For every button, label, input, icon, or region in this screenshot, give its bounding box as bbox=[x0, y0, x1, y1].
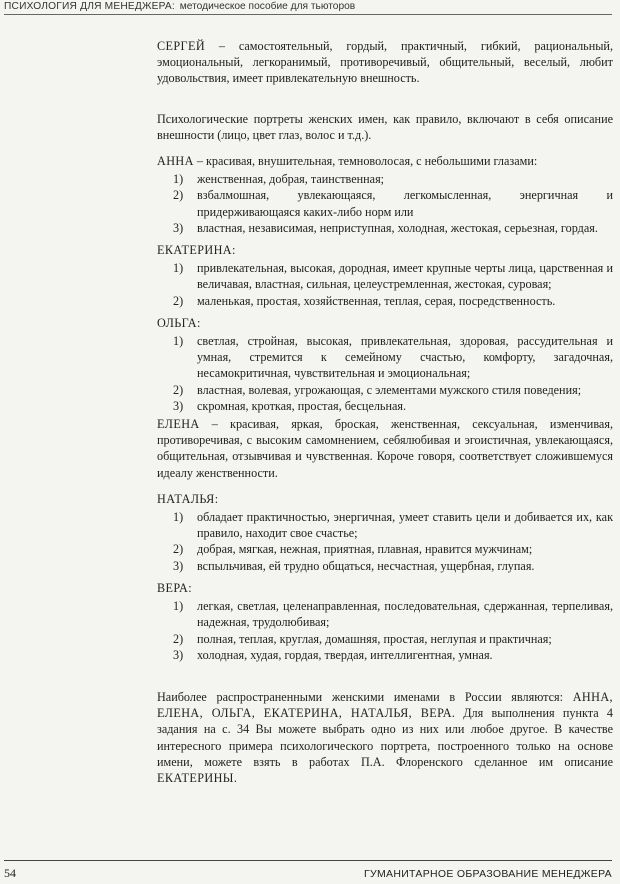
sergei-text: – самостоятельный, гордый, практичный, гибкий, рациональный, эмоциональный, легкоранимый, противоречивый, общительный, веселый, любит удовольствия, имеет привлекательную внешность. bbox=[157, 39, 613, 86]
item-number: 3) bbox=[173, 558, 184, 573]
item-text: привлекательная, высокая, дородная, имеет крупные черты лица, царственная и величавая, властная, сильная, целеустремленная, жестокая, суровая; bbox=[197, 261, 613, 292]
item-text: легкая, светлая, целенаправленная, последовательная, сдержанная, терпеливая, надежная, трудолюбивая; bbox=[197, 599, 613, 630]
conclusion-text-3: . bbox=[233, 770, 237, 785]
item-number: 1) bbox=[173, 261, 184, 276]
list-item bbox=[157, 509, 613, 541]
item-number: 1) bbox=[173, 172, 184, 187]
item-text: обладает практичностью, энергичная, умеет ставить цели и добивается их, как правило, находит свое счастье; bbox=[197, 510, 613, 541]
item-text: властная, независимая, неприступная, холодная, жестокая, серьезная, гордая. bbox=[197, 220, 598, 235]
item-text: властная, волевая, угрожающая, с элементами мужского стиля поведения; bbox=[197, 382, 582, 397]
item-number: 3) bbox=[173, 398, 184, 413]
heading-olga: ОЛЬГА: bbox=[157, 315, 201, 330]
heading-vera: ВЕРА: bbox=[157, 580, 192, 595]
item-text: полная, теплая, круглая, домашняя, простая, неглупая и практичная; bbox=[197, 631, 552, 646]
book-subtitle: методическое пособие для тьюторов bbox=[179, 1, 356, 12]
item-text: скромная, кроткая, простая, бесцельная. bbox=[197, 398, 407, 413]
list-item bbox=[157, 631, 613, 647]
list-item bbox=[157, 558, 613, 574]
item-number: 2) bbox=[173, 631, 184, 646]
list-item bbox=[157, 598, 613, 630]
heading-ekaterina: ЕКАТЕРИНА: bbox=[157, 243, 236, 258]
item-text: женственная, добрая, таинственная; bbox=[197, 172, 385, 187]
paragraph-elena bbox=[157, 416, 613, 481]
conclusion-text-1: Наиболее распространенными женскими именами в России являются: bbox=[157, 689, 573, 704]
paragraph-conclusion bbox=[157, 689, 613, 786]
list-item bbox=[157, 260, 613, 292]
page-body bbox=[157, 38, 613, 786]
item-text: маленькая, простая, хозяйственная, теплая, серая, посредственность. bbox=[197, 293, 556, 308]
item-text: добрая, мягкая, нежная, приятная, плавная, нравится мужчинам; bbox=[197, 542, 533, 557]
item-number: 3) bbox=[173, 220, 184, 235]
item-number: 2) bbox=[173, 293, 184, 308]
item-text: светлая, стройная, высокая, привлекательная, здоровая, рассудительная и умная, стремится к семейному счастью, комфорту, загадочная, несамокритичная, чувствительная и эмоциональная; bbox=[197, 334, 613, 381]
name-anna: АННА bbox=[157, 154, 194, 169]
elena-text: – красивая, яркая, броская, женственная, сексуальная, изменчивая, противоречивая, с высоким самомнением, себялюбивая и эгоистичная, увлекающаяся, общительная, отзывчивая и чувственная. Короче говоря, соответствует сложившемуся идеалу женственности. bbox=[157, 417, 613, 480]
paragraph-anna bbox=[157, 153, 613, 169]
conclusion-names: АННА, ЕЛЕНА, ОЛЬГА, ЕКАТЕРИНА, НАТАЛЬЯ, ВЕРА bbox=[157, 689, 613, 721]
list-item bbox=[157, 541, 613, 557]
item-number: 1) bbox=[173, 599, 184, 614]
running-header bbox=[4, 0, 612, 15]
item-number: 2) bbox=[173, 382, 184, 397]
olga-list bbox=[157, 333, 613, 414]
heading-natalya: НАТАЛЬЯ: bbox=[157, 491, 219, 506]
list-item bbox=[157, 220, 613, 236]
book-title: ПСИХОЛОГИЯ ДЛЯ МЕНЕДЖЕРА: bbox=[4, 1, 175, 12]
list-item bbox=[157, 187, 613, 219]
ekaterina-list bbox=[157, 260, 613, 309]
paragraph-sergei bbox=[157, 38, 613, 87]
list-item bbox=[157, 171, 613, 187]
item-number: 2) bbox=[173, 542, 184, 557]
item-number: 3) bbox=[173, 647, 184, 662]
paragraph-intro: Психологические портреты женских имен, как правило, включают в себя описание внешности (лицо, цвет глаз, волос и т.д.). bbox=[157, 111, 613, 142]
natalya-list bbox=[157, 509, 613, 574]
footer-title: ГУМАНИТАРНОЕ ОБРАЗОВАНИЕ МЕНЕДЖЕРА bbox=[364, 868, 612, 880]
name-sergei: СЕРГЕЙ bbox=[157, 39, 206, 53]
list-item bbox=[157, 647, 613, 663]
anna-list bbox=[157, 171, 613, 236]
item-number: 1) bbox=[173, 510, 184, 525]
page-number: 54 bbox=[4, 866, 16, 880]
anna-text: – красивая, внушительная, темноволосая, с небольшими глазами: bbox=[193, 154, 538, 169]
running-footer bbox=[4, 860, 612, 881]
list-item bbox=[157, 333, 613, 382]
list-item bbox=[157, 293, 613, 309]
name-elena: ЕЛЕНА bbox=[157, 417, 200, 432]
list-item bbox=[157, 398, 613, 414]
item-text: вспыльчивая, ей трудно общаться, несчастная, ущербная, глупая. bbox=[197, 558, 535, 573]
vera-list bbox=[157, 598, 613, 663]
item-number: 2) bbox=[173, 188, 184, 203]
item-text: холодная, худая, гордая, твердая, интеллигентная, умная. bbox=[197, 647, 493, 662]
item-text: взбалмошная, увлекающаяся, легкомысленная, энергичная и придерживающаяся каких-либо норм или bbox=[197, 188, 613, 219]
list-item bbox=[157, 382, 613, 398]
conclusion-text-2: . Для выполнения пункта 4 задания на с. 34 Вы можете выбрать одно из них или любое другое. В качестве интересного примера психологического портрета, построенного только на основе имени, можете взять в работах П.А. Флоренского сделанное им описание bbox=[157, 706, 613, 769]
conclusion-name-ekateriny: ЕКАТЕРИНЫ bbox=[157, 770, 234, 785]
item-number: 1) bbox=[173, 334, 184, 349]
